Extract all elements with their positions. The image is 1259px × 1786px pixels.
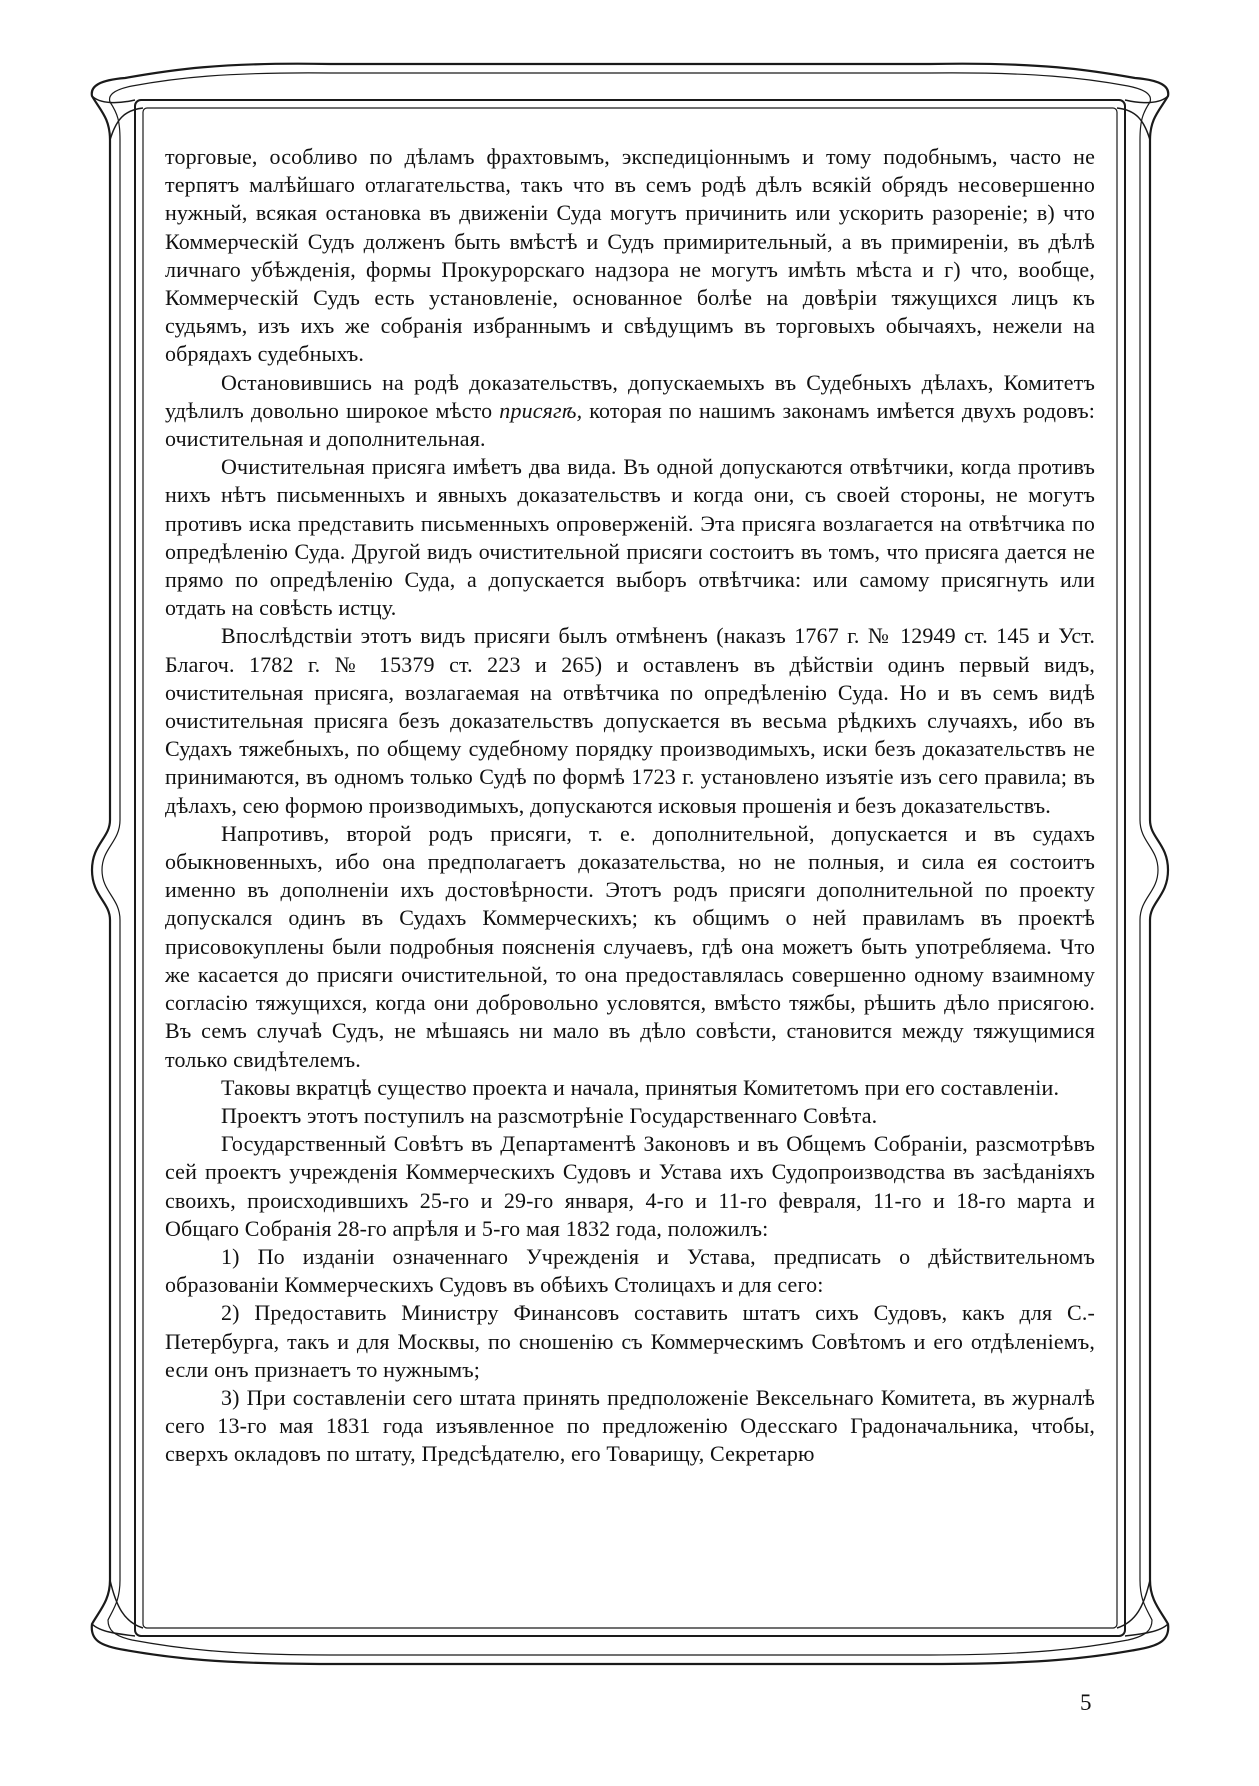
paragraph: Впослѣдствіи этотъ видъ присяги былъ отмѣненъ (наказъ 1767 г. № 12949 ст. 145 и Уст. Благоч. 1782 г. № 15379 ст. 223 и 265) и оставленъ въ дѣйствіи одинъ первый видъ, очистительная присяга, возлагаемая на отвѣтчика по опредѣленію Суда. Но и въ семъ видѣ очистительная присяга безъ доказательствъ допускается въ весьма рѣдкихъ случаяхъ, ибо въ Судахъ тяжебныхъ, по общему судебному порядку производимыхъ, иски безъ доказательствъ не принимаются, въ одномъ только Судѣ по формѣ 1723 г. установлено изъятіе изъ сего правила; въ дѣлахъ, сею формою производимыхъ, допускаются исковыя прошенія и безъ доказательствъ. bbox=[165, 623, 1095, 818]
paragraph-text: Остановившись на родѣ доказательствъ, допускаемыхъ въ Судебныхъ дѣлахъ, Комитетъ удѣлилъ довольно широкое мѣсто bbox=[165, 369, 1095, 423]
body-text bbox=[165, 143, 1095, 1703]
italic-term: присягѣ, bbox=[499, 397, 583, 423]
paragraph: Таковы вкратцѣ существо проекта и начала, принятыя Комитетомъ при его составленіи. bbox=[221, 1074, 1060, 1100]
paragraph-text: которая по нашимъ законамъ имѣется двухъ родовъ: очистительная и дополнительная. bbox=[165, 397, 1095, 452]
paragraph: торговые, особливо по дѣламъ фрахтовымъ, экспедиціоннымъ и тому подобнымъ, часто не терпятъ малѣйшаго отлагательства, такъ что въ семъ родѣ дѣлъ всякій обрядъ несовершенно нужный, всякая остановка въ движеніи Суда могутъ причинить или ускорить разореніе; в) что Коммерческій Судъ долженъ быть вмѣстѣ и Судъ примирительный, а въ примиреніи, въ дѣлѣ личнаго убѣжденія, формы Прокурорскаго надзора не могутъ имѣть мѣста и г) что, вообще, Коммерческій Судъ есть установленіе, основанное болѣе на довѣріи тяжущихся лицъ къ судьямъ, изъ ихъ же собранія избраннымъ и свѣдущимъ въ торговыхъ обычаяхъ, нежели на обрядахъ судебныхъ. bbox=[165, 144, 1095, 367]
paragraph: 3) При составленіи сего штата принять предположеніе Вексельнаго Комитета, въ журналѣ сего 13-го мая 1831 года изъявленное по предложенію Одесскаго Градоначальника, чтобы, сверхъ окладовъ по штату, Предсѣдателю, его Товарищу, Секретарю bbox=[165, 1384, 1095, 1467]
paragraph: Государственный Совѣтъ въ Департаментѣ Законовъ и въ Общемъ Собраніи, разсмотрѣвъ сей проектъ учрежденія Коммерческихъ Судовъ и Устава ихъ Судопроизводства въ засѣданіяхъ своихъ, происходившихъ 25-го и 29-го января, 4-го и 11-го февраля, 11-го и 18-го марта и Общаго Собранія 28-го апрѣля и 5-го мая 1832 года, положилъ: bbox=[165, 1131, 1095, 1241]
paragraph: Проектъ этотъ поступилъ на разсмотрѣніе Государственнаго Совѣта. bbox=[221, 1102, 878, 1128]
paragraph: Очистительная присяга имѣетъ два вида. Въ одной допускаются отвѣтчики, когда противъ нихъ нѣтъ письменныхъ и явныхъ доказательствъ и когда они, съ своей стороны, не могутъ противъ иска представить письменныхъ опроверженій. Эта присяга возлагается на отвѣтчика по опредѣленію Суда. Другой видъ очистительной присяги состоитъ въ томъ, что присяга дается не прямо по опредѣленію Суда, а допускается выборъ отвѣтчика: или самому присягнуть или отдать на совѣсть истцу. bbox=[165, 454, 1095, 621]
paragraph bbox=[165, 369, 1095, 454]
paragraph: 1) По изданіи означеннаго Учрежденія и Устава, предписать о дѣйствительномъ образованіи Коммерческихъ Судовъ въ обѣихъ Столицахъ и для сего: bbox=[165, 1243, 1095, 1298]
page-number: 5 bbox=[1080, 1690, 1092, 1715]
paragraph: 2) Предоставить Министру Финансовъ составить штатъ сихъ Судовъ, какъ для С.-Петербурга, такъ и для Москвы, по сношенію съ Коммерческимъ Совѣтомъ и его отдѣленіемъ, если онъ признаетъ то нужнымъ; bbox=[165, 1300, 1095, 1382]
paragraph: Напротивъ, второй родъ присяги, т. е. дополнительной, допускается и въ судахъ обыкновенныхъ, ибо она предполагаетъ доказательства, но не полныя, и сила ея состоитъ именно въ дополненіи ихъ достовѣрности. Этотъ родъ присяги дополнительной по проекту допускался одинъ въ Судахъ Коммерческихъ; къ общимъ о ней правиламъ въ проектѣ присовокуплены были подробныя поясненія случаевъ, гдѣ она можетъ быть употребляема. Что же касается до присяги очистительной, то она предоставлялась совершенно одному взаимному согласію тяжущихся, когда они добровольно условятся, вмѣсто тяжбы, рѣшить дѣло присягою. Въ семъ случаѣ Судъ, не мѣшаясь ни мало въ дѣло совѣсти, становится между тяжущимися только свидѣтелемъ. bbox=[165, 820, 1095, 1072]
